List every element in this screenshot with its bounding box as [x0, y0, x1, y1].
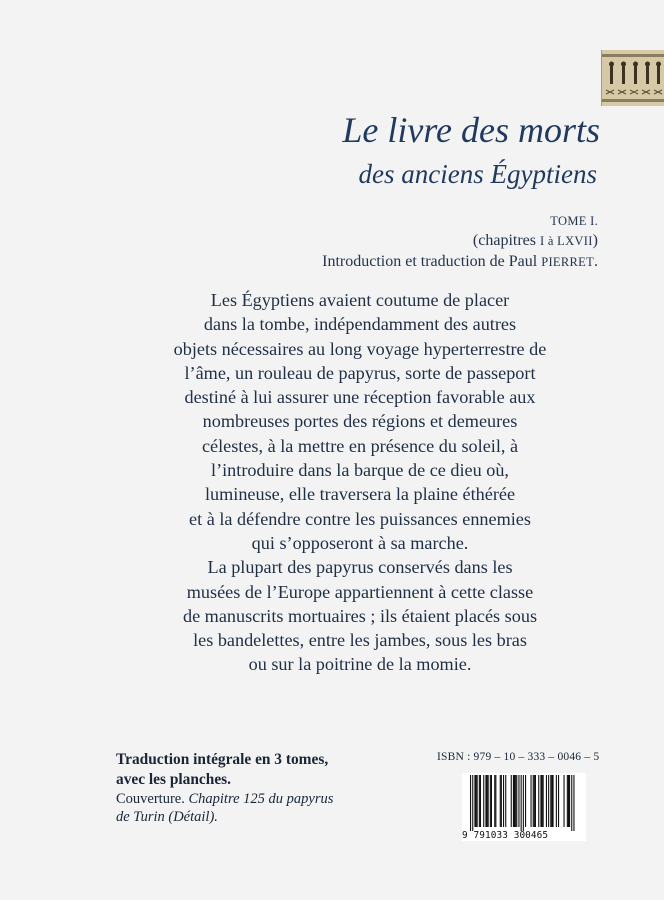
- barcode-bar: [513, 775, 514, 827]
- barcode-bar: [540, 775, 541, 827]
- barcode-bar: [531, 775, 532, 827]
- barcode-bar: [558, 775, 559, 827]
- barcode-bar: [470, 775, 471, 831]
- barcode-bar: [546, 775, 547, 827]
- chapters-open: (chapitres: [472, 232, 540, 249]
- barcode-bar: [571, 775, 572, 831]
- author-lastname: PIERRET: [541, 255, 594, 269]
- translation-note-line2: avec les planches.: [116, 771, 231, 788]
- barcode-bar: [538, 775, 539, 827]
- isbn-label: ISBN : 979 – 10 – 333 – 0046 – 5: [437, 751, 600, 763]
- barcode-bar: [505, 775, 506, 827]
- blurb-line: l’âme, un rouleau de papyrus, sorte de passeport: [184, 362, 536, 383]
- barcode-bar: [480, 775, 481, 827]
- barcode-bar: [542, 775, 543, 827]
- barcode-bar: [535, 775, 536, 827]
- papyrus-detail-icon: [602, 50, 664, 106]
- cover-label: Couverture.: [116, 791, 185, 807]
- intro-prefix: Introduction et traduction de Paul: [322, 253, 542, 270]
- cover-credit-line2: [116, 810, 218, 825]
- barcode-bar: [521, 775, 522, 831]
- barcode-bar: [474, 775, 475, 827]
- blurb-line: ou sur la poitrine de la momie.: [248, 654, 472, 675]
- blurb-line: dans la tombe, indépendamment des autres: [203, 314, 517, 335]
- cover-detail: Chapitre 125 du papyrus: [188, 791, 334, 807]
- barcode-bar: [491, 775, 492, 827]
- barcode-bar: [488, 775, 489, 827]
- barcode-bar: [523, 775, 524, 831]
- blurb-line: La plupart des papyrus conservés dans les: [207, 557, 513, 578]
- barcode-bar: [543, 775, 544, 827]
- barcode-bar: [476, 775, 477, 827]
- barcode-bar: [515, 775, 516, 827]
- barcode-bar: [514, 775, 515, 827]
- barcode-bar: [500, 775, 501, 827]
- cover-credit-line1: [116, 792, 333, 807]
- chapters-roman: I à LXVII: [539, 234, 593, 248]
- blurb-line: destiné à lui assurer une réception favorable aux: [184, 387, 536, 408]
- blurb-line: et à la défendre contre les puissances ennemies: [189, 508, 531, 529]
- blurb-line: musées de l’Europe appartiennent à cette classe: [186, 581, 534, 602]
- barcode-bar: [511, 775, 512, 827]
- volume-label: [200, 213, 598, 229]
- chapters-close: ): [592, 232, 598, 249]
- tome-label: TOME I.: [550, 214, 598, 228]
- blurb-line: de manuscrits mortuaires ; ils étaient placés sous: [182, 605, 538, 626]
- blurb-line: qui s’opposeront à sa marche.: [251, 532, 469, 553]
- barcode-bar: [551, 775, 552, 827]
- book-title: Le livre des morts: [342, 110, 600, 150]
- blurb-line: Les Égyptiens avaient coutume de placer: [210, 290, 510, 310]
- translation-note-line1: Traduction intégrale en 3 tomes,: [116, 751, 329, 768]
- blurb-line: objets nécessaires au long voyage hyperterrestre de: [173, 338, 547, 359]
- barcode-bar: [503, 775, 504, 827]
- barcode-bar: [568, 775, 569, 827]
- barcode-bar: [485, 775, 486, 827]
- barcode-bar: [472, 775, 473, 831]
- barcode-bar: [483, 775, 484, 827]
- barcode-bar: [501, 775, 502, 827]
- barcode-bar: [487, 775, 488, 827]
- barcode-bar: [495, 775, 496, 827]
- barcode-bar: [533, 775, 534, 827]
- blurb-paragraph: [100, 288, 620, 677]
- barcode: [462, 773, 586, 838]
- chapters-range: [200, 233, 598, 249]
- barcode-bar: [479, 775, 480, 827]
- barcode-bar: [518, 775, 519, 827]
- barcode-bar: [550, 775, 551, 827]
- barcode-bar: [556, 775, 557, 827]
- barcode-bar: [569, 775, 570, 827]
- papyrus-thumbnail: [601, 50, 664, 106]
- blurb-line: célestes, à la mettre en présence du soleil, à: [201, 435, 519, 456]
- barcode-bar: [494, 775, 495, 827]
- blurb-line: lumineuse, elle traversera la plaine éthérée: [204, 484, 516, 505]
- barcode-bar: [548, 775, 549, 827]
- blurb-line: nombreuses portes des régions et demeures: [202, 411, 518, 432]
- barcode-bar: [564, 775, 565, 827]
- barcode-bar: [553, 775, 554, 827]
- barcode-bar: [490, 775, 491, 827]
- barcode-bar: [567, 775, 568, 827]
- intro-suffix: .: [594, 253, 598, 270]
- barcode-bar: [516, 775, 517, 827]
- translator-credit: [200, 254, 598, 270]
- barcode-bar: [477, 775, 478, 827]
- book-subtitle: des anciens Égyptiens: [358, 159, 597, 189]
- barcode-bars: [462, 773, 586, 831]
- barcode-bar: [573, 775, 574, 831]
- barcode-bar: [534, 775, 535, 827]
- barcode-digits: 9 791033 300465: [462, 831, 586, 841]
- blurb-line: l’introduire dans la barque de ce dieu où,: [211, 460, 509, 481]
- cover-detail-continued: de Turin (Détail).: [116, 809, 218, 825]
- barcode-bar: [525, 775, 526, 827]
- blurb-line: les bandelettes, entre les jambes, sous les bras: [193, 630, 527, 651]
